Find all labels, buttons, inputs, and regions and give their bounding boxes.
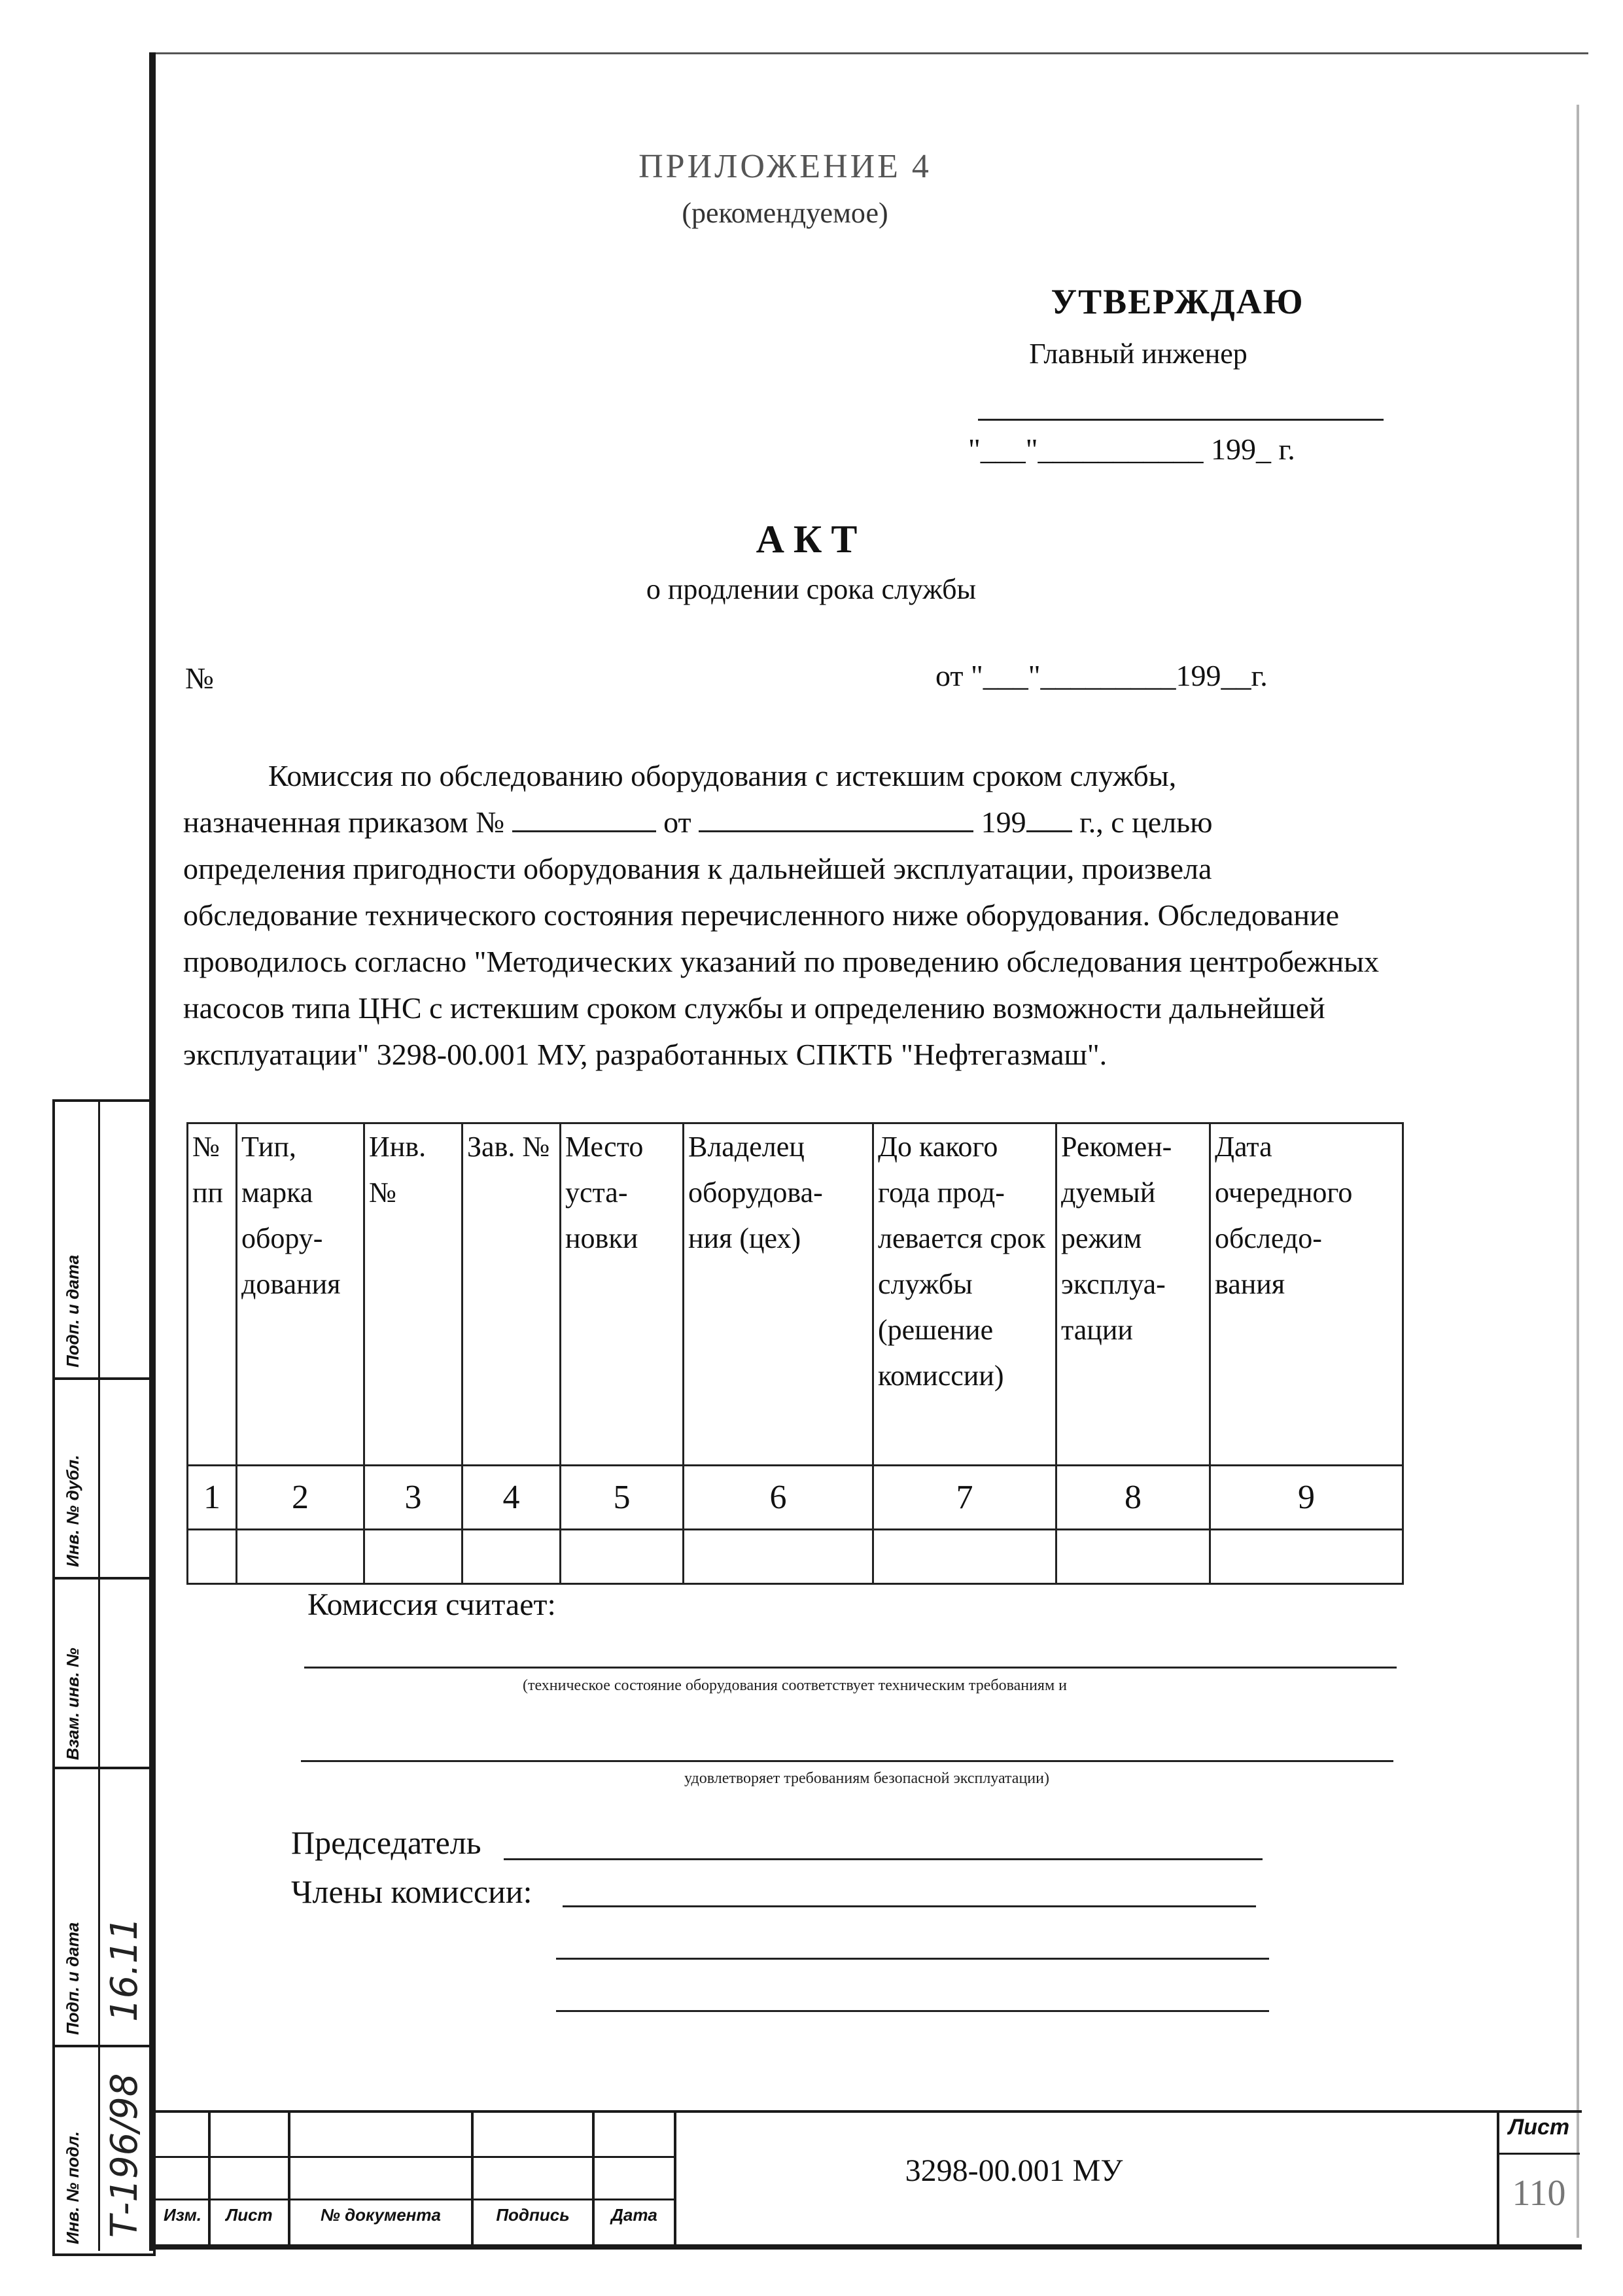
paragraph-rest: определения пригодности оборудования к дальнейшей эксплуатации, произвела обследование технического состояния перечисленного ниже оборудования. Обследование проводилось согласно "Методических указаний по проведению обследования центробежных насосов типа ЦНС с истекшим сроком службы и определению возможности дальнейшей эксплуатации" 3298-00.001 МУ, разработанных СПКТБ "Нефтегазмаш". (183, 852, 1380, 1071)
stamp-label-inv-dup: Инв. № дубл. (63, 1455, 82, 1567)
approval-role: Главный инженер (1029, 338, 1248, 370)
sheet-divider (1498, 2153, 1580, 2155)
stamp-label-replace-inv: Взам. инв. № (63, 1648, 82, 1760)
approval-heading: УТВЕРЖДАЮ (1051, 282, 1304, 321)
order-from-label: от (663, 805, 691, 839)
stamp-strip-divider (52, 1767, 156, 1769)
approval-signature-line (978, 419, 1384, 421)
column-number: 9 (1210, 1466, 1403, 1530)
handwritten-inventory-number: Т-196/98 (103, 2073, 146, 2238)
stamp-label-inv-orig: Инв. № подл. (63, 2131, 82, 2244)
member-signature-line (556, 1958, 1269, 1960)
caption-signature: Подпись (496, 2205, 570, 2225)
header-cell: Зав. № (462, 1123, 561, 1466)
table-cell (873, 1530, 1056, 1584)
column-number: 7 (873, 1466, 1056, 1530)
table-number-row (188, 1466, 1403, 1530)
equipment-table (186, 1122, 1404, 1585)
handwritten-signature-date: 16.11 (103, 1916, 146, 2022)
header-cell: До какого года прод- левается срок службы (решение комиссии) (873, 1123, 1056, 1466)
body-paragraph (183, 752, 1387, 1078)
caption-document-number: № документа (321, 2205, 441, 2225)
chair-signature-line (504, 1858, 1263, 1860)
verdict-note-2: удовлетворяет требованиям безопасной эксплуатации) (684, 1770, 1049, 1787)
sheet-number: 110 (1512, 2173, 1566, 2214)
order-purpose: г., с целью (1079, 805, 1213, 839)
caption-sheet: Лист (226, 2205, 273, 2225)
approval-date-line: "___"___________ 199_ г. (968, 433, 1295, 466)
stamp-label-sign-date-2: Подп. и дата (63, 1922, 82, 2035)
title-block-row-line (156, 2199, 676, 2200)
column-number: 4 (462, 1466, 561, 1530)
header-cell: Тип, марка обору- дования (237, 1123, 364, 1466)
column-number: 3 (364, 1466, 462, 1530)
verdict-note-1: (техническое состояние оборудования соответствует техническим требованиям и (522, 1677, 1068, 1694)
stamp-strip-divider (52, 1377, 156, 1380)
paragraph-line-2 (183, 799, 1387, 845)
title-block-row-line (156, 2156, 676, 2158)
table-cell (1210, 1530, 1403, 1584)
document-code: 3298-00.001 МУ (905, 2153, 1123, 2188)
sheet-label: Лист (1508, 2115, 1570, 2140)
column-number: 6 (684, 1466, 873, 1530)
column-number: 8 (1056, 1466, 1210, 1530)
stamp-strip-divider (98, 1099, 100, 2251)
stamp-strip-divider (52, 1577, 156, 1580)
annex-title: ПРИЛОЖЕНИЕ 4 (638, 148, 932, 185)
column-number: 5 (561, 1466, 684, 1530)
order-date-blank (699, 804, 973, 832)
table-cell (561, 1530, 684, 1584)
frame-top (149, 52, 1588, 54)
table-cell (1056, 1530, 1210, 1584)
order-year-blank (1026, 804, 1072, 832)
members-label: Члены комиссии: (291, 1873, 532, 1910)
order-label: назначенная приказом № (183, 805, 505, 839)
table-cell (684, 1530, 873, 1584)
stamp-label-sign-date: Подп. и дата (63, 1254, 82, 1368)
act-subtitle: о продлении срока службы (646, 573, 977, 605)
header-cell: Владелец оборудова- ния (цех) (684, 1123, 873, 1466)
table-cell (364, 1530, 462, 1584)
paragraph-line-1: Комиссия по обследованию оборудования с истекшим сроком службы, (268, 759, 1177, 792)
header-cell: Место уста- новки (561, 1123, 684, 1466)
verdict-line-2 (301, 1760, 1393, 1762)
frame-right (1577, 105, 1579, 2238)
column-number: 2 (237, 1466, 364, 1530)
verdict-line-1 (304, 1667, 1397, 1669)
table-cell (462, 1530, 561, 1584)
header-cell: Инв. № (364, 1123, 462, 1466)
table-empty-row (188, 1530, 1403, 1584)
chair-label: Председатель (291, 1824, 481, 1861)
header-cell: № пп (188, 1123, 237, 1466)
act-title: АКТ (756, 518, 867, 561)
act-number-label: № (185, 662, 214, 695)
header-cell: Рекомен- дуемый режим эксплуа- тации (1056, 1123, 1210, 1466)
member-signature-line (563, 1905, 1256, 1907)
title-block-column-line (674, 2110, 676, 2244)
annex-subtitle: (рекомендуемое) (682, 197, 888, 229)
caption-date: Дата (611, 2205, 657, 2225)
order-year-prefix: 199 (981, 805, 1026, 839)
column-number: 1 (188, 1466, 237, 1530)
act-date-line: от "___"_________199__г. (935, 659, 1268, 692)
verdict-label: Комиссия считает: (307, 1587, 556, 1622)
order-number-blank (512, 804, 656, 832)
stamp-strip-divider (52, 2045, 156, 2047)
table-cell (188, 1530, 237, 1584)
table-header-row (188, 1123, 1403, 1466)
header-cell: Дата очередного обследо- вания (1210, 1123, 1403, 1466)
caption-change: Изм. (163, 2205, 202, 2225)
member-signature-line (556, 2010, 1269, 2012)
table-cell (237, 1530, 364, 1584)
